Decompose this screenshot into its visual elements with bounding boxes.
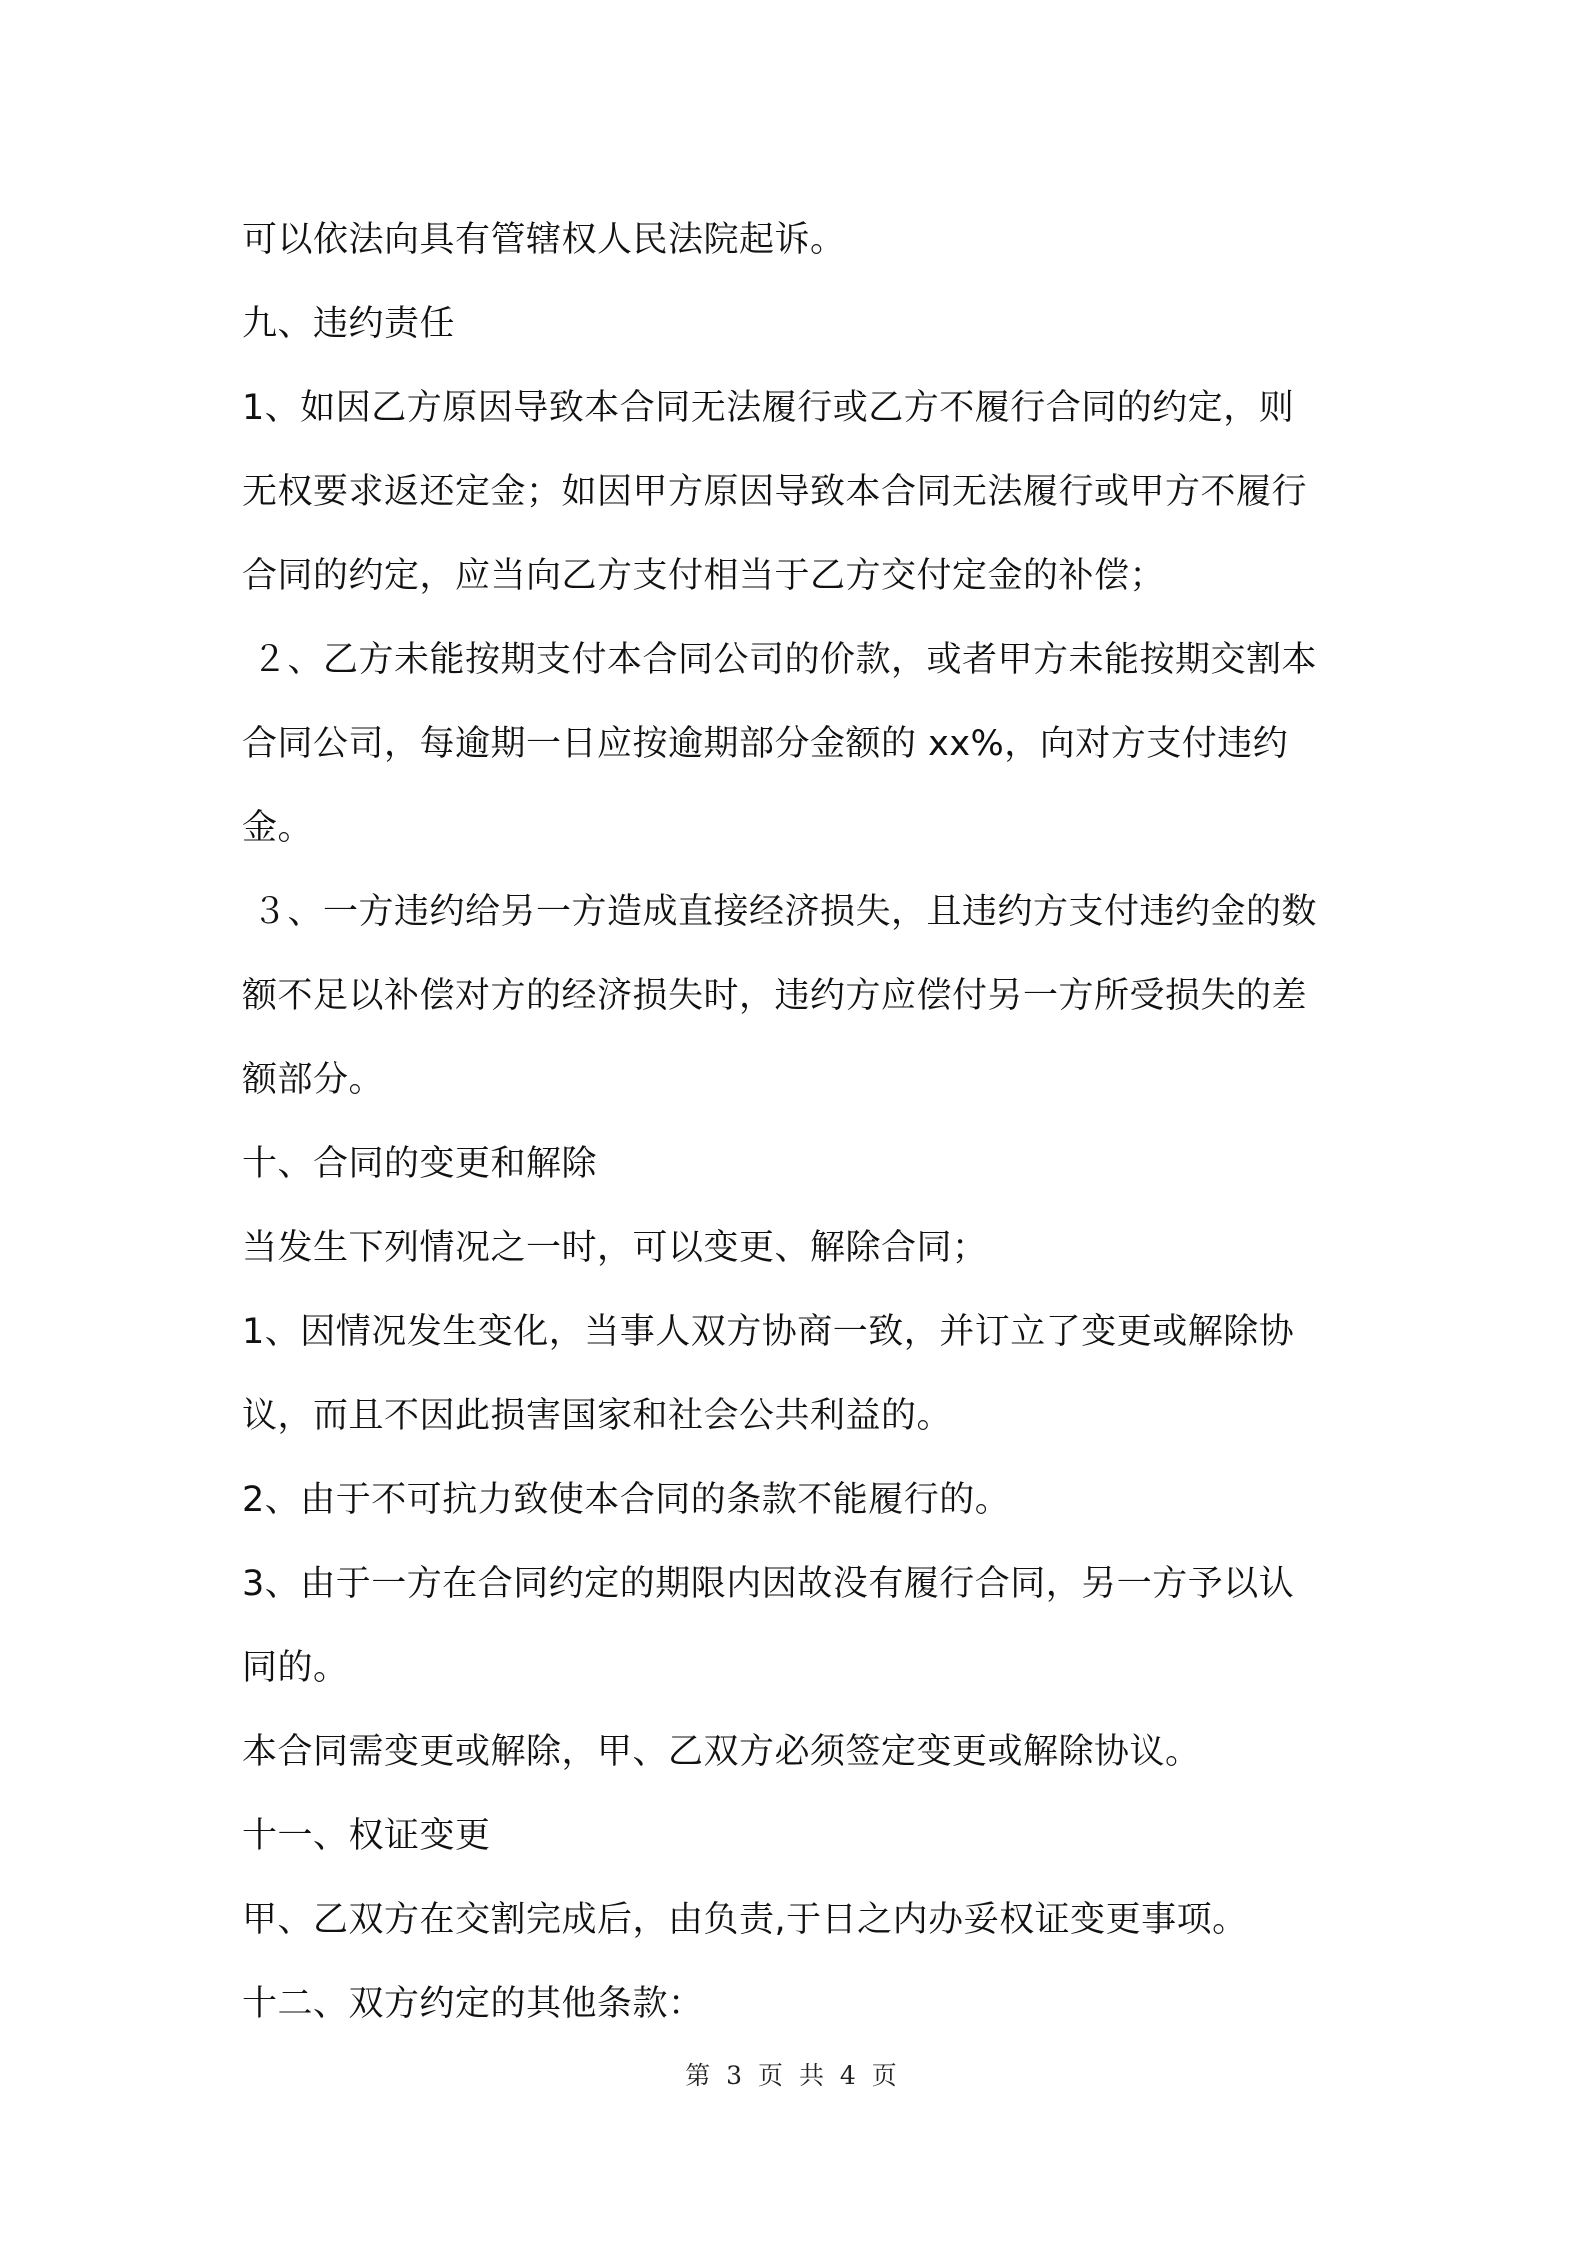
text-line: 1、如因乙方原因导致本合同无法履行或乙方不履行合同的约定，则 (242, 388, 1295, 428)
section-heading: 九、违约责任 (242, 304, 456, 344)
text-line: 可以依法向具有管辖权人民法院起诉。 (242, 220, 846, 260)
text-line: 3、由于一方在合同约定的期限内因故没有履行合同，另一方予以认 (242, 1564, 1295, 1604)
text-line: 合同公司，每逾期一日应按逾期部分金额的 xx%，向对方支付违约 (242, 724, 1289, 764)
document-body (242, 198, 1360, 2046)
text-line: 同的。 (242, 1648, 349, 1688)
section-heading: 十一、权证变更 (242, 1816, 491, 1856)
text-line: 额部分。 (242, 1060, 385, 1100)
section-heading: 十、合同的变更和解除 (242, 1144, 598, 1184)
text-line: 金。 (242, 808, 314, 848)
text-line: 议，而且不因此损害国家和社会公共利益的。 (242, 1396, 953, 1436)
page-number-footer: 第 3 页 共 4 页 (685, 2061, 901, 2090)
text-line: 1、因情况发生变化，当事人双方协商一致，并订立了变更或解除协 (242, 1312, 1295, 1352)
text-line: 额不足以补偿对方的经济损失时，违约方应偿付另一方所受损失的差 (242, 976, 1308, 1016)
text-line: 本合同需变更或解除，甲、乙双方必须签定变更或解除协议。 (242, 1732, 1201, 1772)
text-line: 无权要求返还定金；如因甲方原因导致本合同无法履行或甲方不履行 (242, 472, 1308, 512)
text-line: 甲、乙双方在交割完成后，由负责,于日之内办妥权证变更事项。 (242, 1900, 1248, 1940)
text-line: ３、一方违约给另一方造成直接经济损失，且违约方支付违约金的数 (252, 892, 1318, 932)
text-line: 2、由于不可抗力致使本合同的条款不能履行的。 (242, 1480, 1011, 1520)
text-line: 合同的约定，应当向乙方支付相当于乙方交付定金的补偿； (242, 556, 1166, 596)
text-line: 当发生下列情况之一时，可以变更、解除合同； (242, 1228, 988, 1268)
section-heading: 十二、双方约定的其他条款： (242, 1984, 704, 2024)
text-line: ２、乙方未能按期支付本合同公司的价款，或者甲方未能按期交割本 (252, 640, 1318, 680)
